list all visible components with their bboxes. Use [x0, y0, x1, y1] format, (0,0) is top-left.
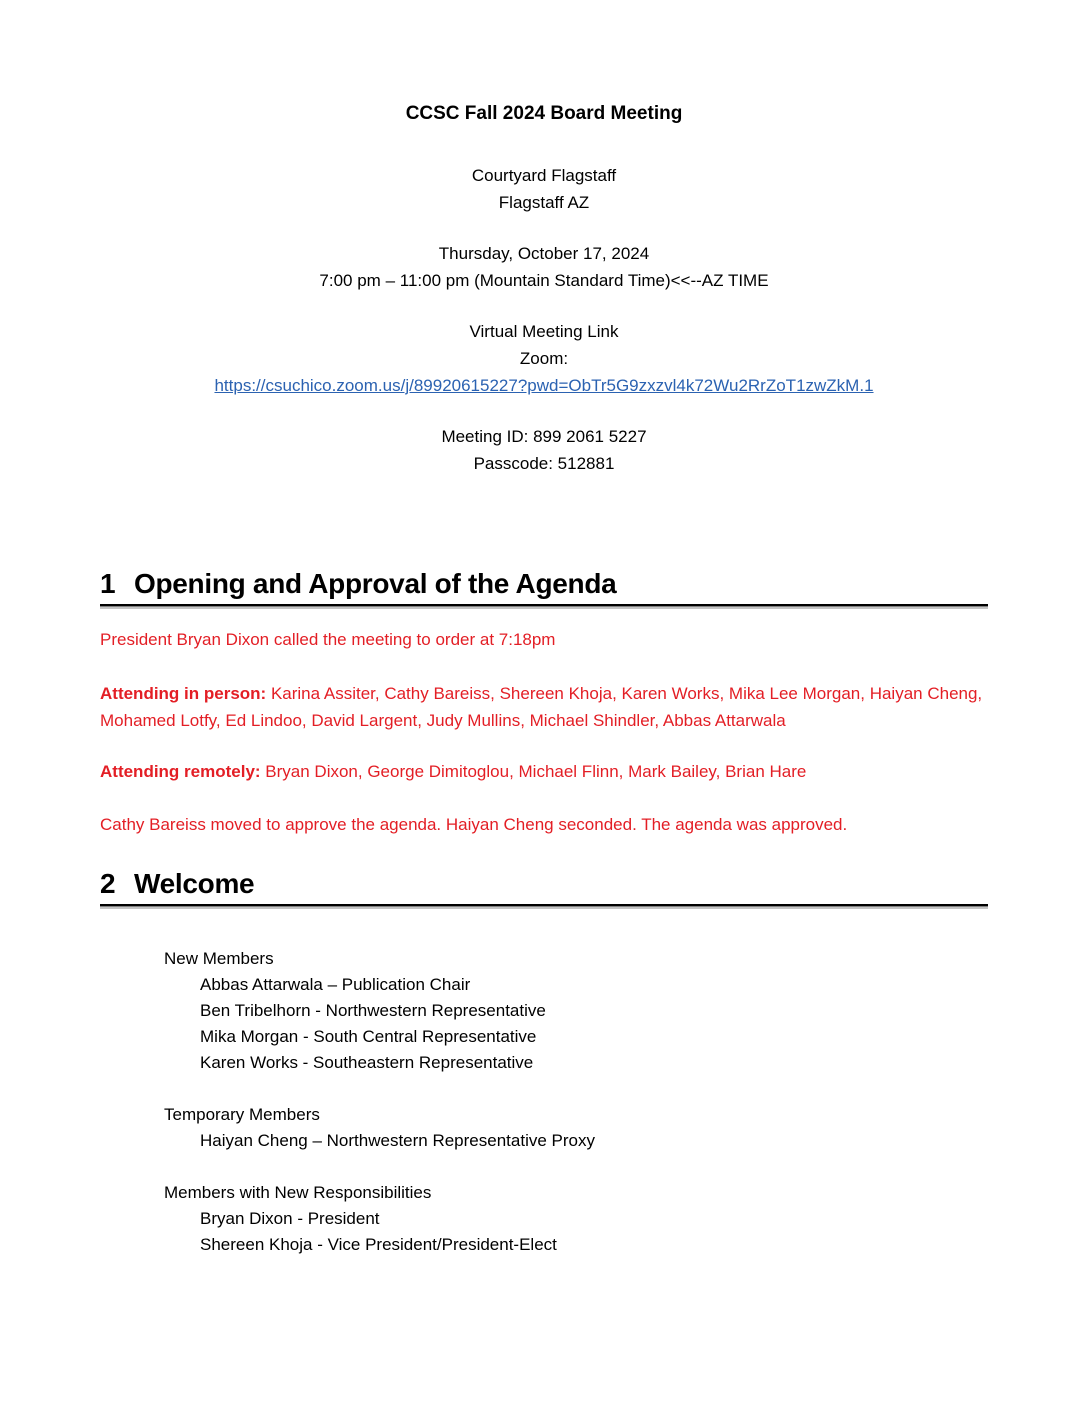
member-item: Haiyan Cheng – Northwestern Representative Proxy [200, 1131, 595, 1150]
attending-in-person-note [100, 680, 988, 734]
group-heading-new-members: New Members [164, 949, 274, 968]
virtual-meeting-block [100, 318, 988, 399]
section-1-title: Opening and Approval of the Agenda [134, 568, 617, 599]
attending-remotely-label: Attending remotely: [100, 762, 261, 781]
member-item: Ben Tribelhorn - Northwestern Representative [200, 1001, 546, 1020]
section-1-heading [100, 565, 988, 604]
venue-block [100, 162, 988, 216]
zoom-label: Zoom: [519, 349, 569, 368]
agenda-approval-note: Cathy Bareiss moved to approve the agenda. Haiyan Cheng seconded. The agenda was approved. [100, 815, 848, 834]
datetime-block [100, 240, 988, 294]
new-responsibilities-group [100, 1180, 988, 1258]
call-to-order-note: President Bryan Dixon called the meeting to order at 7:18pm [100, 630, 556, 649]
heading-rule [100, 604, 988, 609]
section-welcome [100, 865, 988, 1258]
new-members-group [100, 946, 988, 1076]
heading-rule [100, 904, 988, 909]
temporary-members-group [100, 1102, 988, 1154]
section-2-heading [100, 865, 988, 904]
group-heading-temporary-members: Temporary Members [164, 1105, 320, 1124]
group-heading-new-responsibilities: Members with New Responsibilities [164, 1183, 432, 1202]
meeting-time: 7:00 pm – 11:00 pm (Mountain Standard Time)<<--AZ TIME [319, 271, 769, 290]
zoom-meeting-link[interactable]: https://csuchico.zoom.us/j/89920615227?pwd=ObTr5G9zxzvl4k72Wu2RrZoT1zwZkM.1 [214, 376, 874, 395]
section-1-number: 1 [100, 568, 116, 599]
venue-city: Flagstaff AZ [498, 193, 590, 212]
meeting-passcode: Passcode: 512881 [473, 454, 615, 473]
attending-in-person-label: Attending in person: [100, 684, 267, 703]
meeting-id: Meeting ID: 899 2061 5227 [441, 427, 647, 446]
meeting-credentials-block [100, 423, 988, 477]
venue-name: Courtyard Flagstaff [471, 166, 617, 185]
page-title: CCSC Fall 2024 Board Meeting [405, 103, 683, 124]
attending-remotely-names: Bryan Dixon, George Dimitoglou, Michael Flinn, Mark Bailey, Brian Hare [260, 762, 807, 781]
meeting-date: Thursday, October 17, 2024 [438, 244, 650, 263]
section-2-title: Welcome [134, 868, 255, 899]
welcome-groups [100, 946, 988, 1258]
section-2-number: 2 [100, 868, 116, 899]
member-item: Karen Works - Southeastern Representative [200, 1053, 534, 1072]
section-opening-and-approval [100, 565, 988, 838]
member-item: Bryan Dixon - President [200, 1209, 380, 1228]
virtual-meeting-label: Virtual Meeting Link [469, 322, 619, 341]
member-item: Abbas Attarwala – Publication Chair [200, 975, 471, 994]
member-item: Mika Morgan - South Central Representative [200, 1027, 537, 1046]
attending-in-person-names: Karina Assiter, Cathy Bareiss, Shereen Khoja, Karen Works, Mika Lee Morgan, Haiyan Cheng, Mohamed Lotfy, Ed Lindoo, David Largent, Judy Mullins, Michael Shindler, Abbas Attarwala [100, 684, 983, 730]
attending-remotely-note [100, 758, 988, 785]
member-item: Shereen Khoja - Vice President/President-Elect [200, 1235, 557, 1254]
document-header [100, 0, 988, 477]
